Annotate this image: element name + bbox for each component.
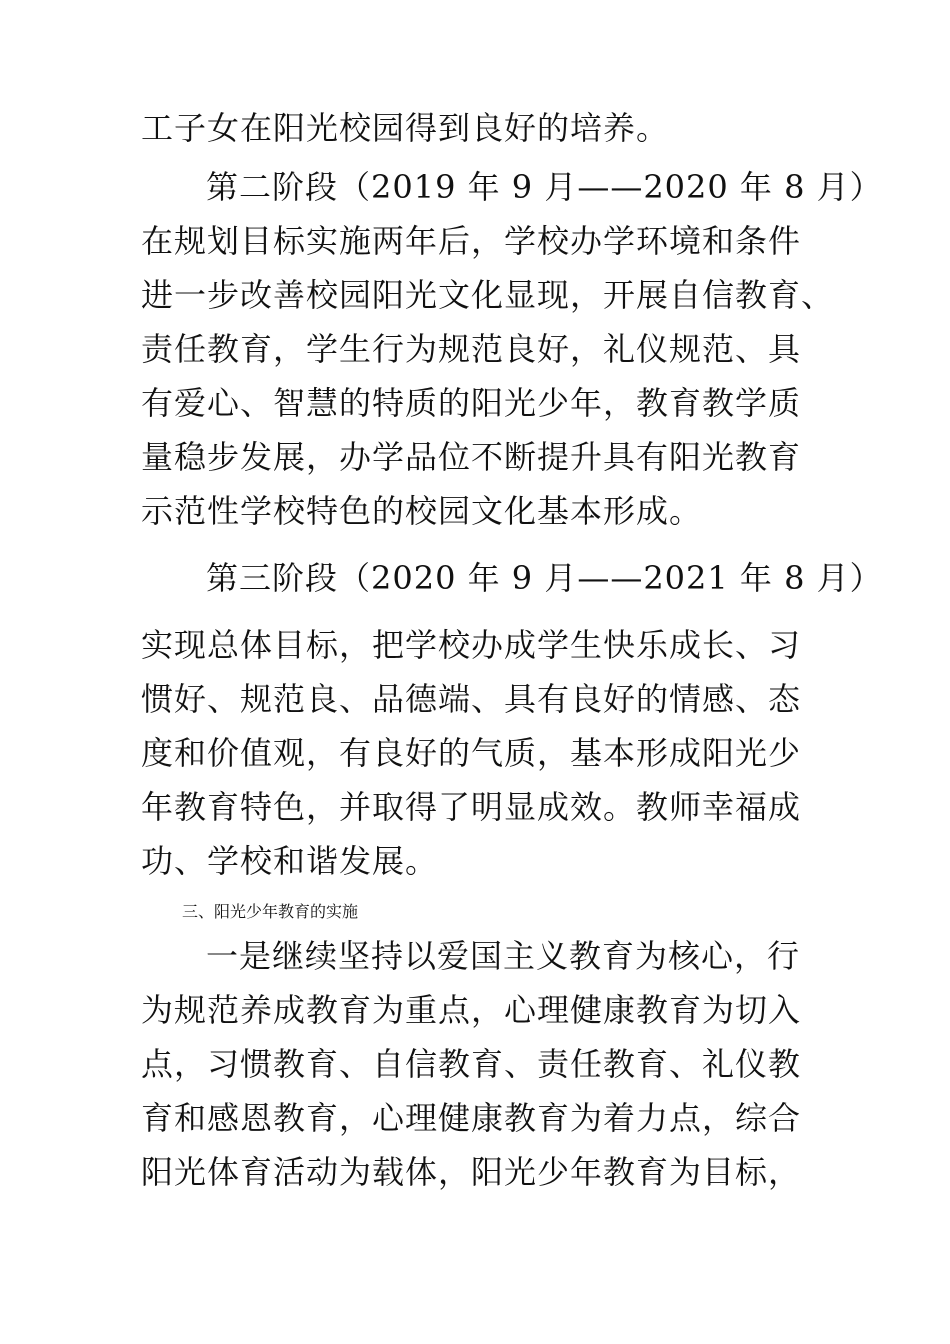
paragraph-line: 示范性学校特色的校园文化基本形成。 (141, 492, 703, 530)
paragraph-line: 阳光体育活动为载体，阳光少年教育为目标， (141, 1153, 802, 1191)
paragraph-line: 惯好、规范良、品德端、具有良好的情感、态 (141, 680, 802, 718)
section3-heading: 三、阳光少年教育的实施 (182, 902, 359, 921)
paragraph-line: 一是继续坚持以爱国主义教育为核心，行 (206, 937, 801, 975)
paragraph-line: 在规划目标实施两年后，学校办学环境和条件 (141, 222, 802, 260)
paragraph-line: 育和感恩教育，心理健康教育为着力点，综合 (141, 1099, 802, 1137)
paragraph-line: 实现总体目标，把学校办成学生快乐成长、习 (141, 626, 802, 664)
paragraph-line: 为规范养成教育为重点，心理健康教育为切入 (141, 991, 802, 1029)
paragraph-line: 工子女在阳光校园得到良好的培养。 (141, 109, 670, 147)
paragraph-line: 度和价值观，有良好的气质，基本形成阳光少 (141, 734, 802, 772)
paragraph-line: 功、学校和谐发展。 (141, 842, 439, 880)
stage2-title: 第二阶段（2019 年 9 月——2020 年 8 月） (206, 168, 883, 206)
paragraph-line: 量稳步发展，办学品位不断提升具有阳光教育 (141, 438, 802, 476)
paragraph-line: 有爱心、智慧的特质的阳光少年，教育教学质 (141, 384, 802, 422)
paragraph-line: 责任教育，学生行为规范良好，礼仪规范、具 (141, 330, 802, 368)
paragraph-line: 点，习惯教育、自信教育、责任教育、礼仪教 (141, 1045, 802, 1083)
paragraph-line: 进一步改善校园阳光文化显现，开展自信教育、 (141, 276, 835, 314)
stage3-title: 第三阶段（2020 年 9 月——2021 年 8 月） (206, 559, 883, 597)
paragraph-line: 年教育特色，并取得了明显成效。教师幸福成 (141, 788, 802, 826)
